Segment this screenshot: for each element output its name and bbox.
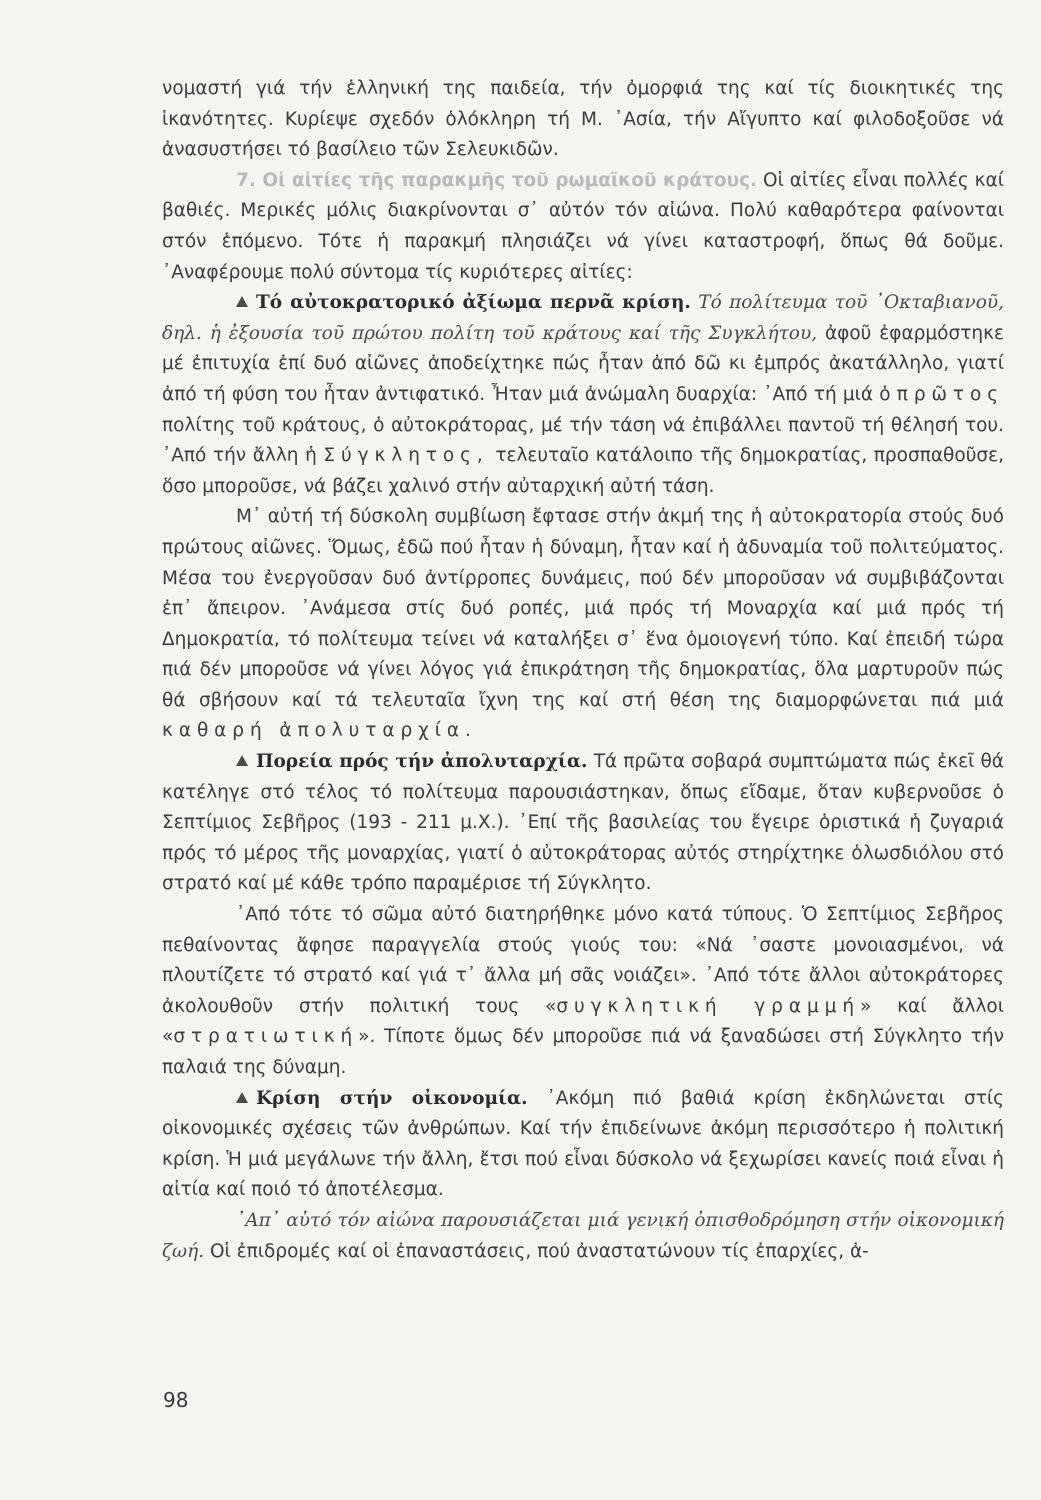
triangle-bullet-icon [236, 755, 248, 766]
economy-paragraph: Κρίση στήν οἰκονομία. ᾿Ακόμη πιό βαθιά κρίση ἐκδηλώνεται στίς οἰκονομικές σχέσεις τῶν ἀνθρώπων. Καί τήν ἐπιδείνωνε ἀκόμη περισσότερο ἡ πολιτική κρίση. Ἡ μιά μεγάλωνε τήν ἄλλη, ἔτσι πού εἶναι δύσκολο νά ξεχωρίσει κανείς ποιά εἶναι ἡ αἰτία καί ποιό τό ἀποτέλεσμα. [162, 1087, 1004, 1201]
spaced-word-protos: πρῶτος [896, 383, 1004, 405]
senate-paragraph: ᾿Από τότε τό σῶμα αὐτό διατηρήθηκε μόνο κατά τύπους. Ὁ Σεπτίμιος Σεβῆρος πεθαίνοντας ἄφησε παραγγελία στούς γιούς του: «Νά ᾿σαστε μονοιασμένοι, νά πλουτίζετε τό στρατό καί γιά τ᾿ ἄλλα μή σᾶς νοιάζει». ᾿Από τότε ἄλλοι αὐτοκράτορες ἀκολουθοῦν στήν πολιτική τους «συγκλητική γραμμή» καί ἄλλοι «στρατιωτική». Τίποτε ὅμως δέν μποροῦσε πιά νά ξαναδώσει στή Σύγκλητο τήν παλαιά της δύναμη. [162, 904, 1004, 1078]
triangle-bullet-icon [236, 296, 248, 307]
page-number: 98 [163, 1388, 189, 1412]
intro-paragraph: νομαστή γιά τήν ἑλληνική της παιδεία, τήν ὀμορφιά της καί τίς διοικητικές της ἱκανότητες. Κυρίεψε σχεδόν ὁλόκληρη τή Μ. ᾿Ασία, τήν Αἴγυπτο καί φιλοδοξοῦσε νά ἀνασυστήσει τό βασίλειο τῶν Σελευκιδῶν. [162, 78, 1004, 161]
section-7-heading: 7. Οἱ αἰτίες τῆς παρακμῆς τοῦ ρωμαϊκοῦ κράτους. [236, 169, 758, 191]
regression-paragraph: ᾿Απ᾿ αὐτό τόν αἰώνα παρουσιάζεται μιά γενική ὀπισθοδρόμηση στήν οἰκονομική ζωή. Οἱ ἐπιδρομές καί οἱ ἐπαναστάσεις, πού ἀναστατώνουν τίς ἐπαρχίες, ἀ- [162, 1209, 1004, 1262]
spaced-phrase-senate-line: συγκλητική γραμμή [556, 995, 860, 1017]
coexistence-paragraph: Μ᾿ αὐτή τή δύσκολη συμβίωση ἔφτασε στήν ἀκμή της ἡ αὐτοκρατορία στούς δυό πρώτους αἰῶνες. Ὅμως, ἐδῶ πού ἦταν ἡ δύναμη, ἦταν καί ἡ ἀδυναμία τοῦ πολιτεύματος. Μέσα του ἐνεργοῦσαν δυό ἀντίρροπες δυνάμεις, πού δέν μποροῦσαν νά συμβιβάζονται ἐπ᾿ ἄπειρον. ᾿Ανάμεσα στίς δυό ροπές, μιά πρός τή Μοναρχία καί μιά πρός τή Δημοκρατία, τό πολίτευμα τείνει νά καταλήξει σ᾿ ἕνα ὁμοιογενή τύπο. Καί ἐπειδή τώρα πιά δέν μποροῦσε νά γίνει λόγος γιά ἐπικράτηση τῆς δημοκρατίας, ὅλα μαρτυροῦν πώς θά σβήσουν καί τά τελευταῖα ἴχνη της καί στή θέση της διαμορφώνεται πιά μιά καθαρή ἀπολυταρχία. [162, 506, 1004, 742]
body-text [162, 74, 1004, 1267]
imperial-office-italic: Τό πολίτευμα τοῦ ᾿Οκταβιανοῦ, δηλ. ἡ ἐξουσία τοῦ πρώτου πολίτη τοῦ κράτους καί τῆς Συγκλήτου, [162, 292, 1004, 344]
imperial-office-paragraph: Τό αὐτοκρατορικό ἀξίωμα περνᾶ κρίση. Τό πολίτευμα τοῦ ᾿Οκταβιανοῦ, δηλ. ἡ ἐξουσία τοῦ πρώτου πολίτη τοῦ κράτους καί τῆς Συγκλήτου, ἀφοῦ ἐφαρμόστηκε μέ ἐπιτυχία ἐπί δυό αἰῶνες ἀποδείχτηκε πώς ἦταν ἀπό δῶ κι ἐμπρός ἀκατάλληλο, γιατί ἀπό τή φύση του ἦταν ἀντιφατικό. Ἦταν μιά ἀνώμαλη δυαρχία: ᾿Από τή μιά ὁ πρῶτος πολίτης τοῦ κράτους, ὁ αὐτοκράτορας, μέ τήν τάση νά ἐπιβάλλει παντοῦ τή θέλησή του. ᾿Από τήν ἄλλη ἡ Σύγκλητος, τελευταῖο κατάλοιπο τῆς δημοκρατίας, προσπαθοῦσε, ὅσο μποροῦσε, νά βάζει χαλινό στήν αὐταρχική αὐτή τάση. [162, 292, 1004, 497]
regression-italic: ᾿Απ᾿ αὐτό τόν αἰώνα παρουσιάζεται μιά γενική ὀπισθοδρόμηση στήν οἰκονομική ζωή. [162, 1209, 1004, 1262]
spaced-phrase-absolutism: καθαρή ἀπολυταρχία. [162, 720, 477, 742]
triangle-bullet-icon [236, 1092, 248, 1103]
path-absolutism-paragraph: Πορεία πρός τήν ἀπολυταρχία. Τά πρῶτα σοβαρά συμπτώματα πώς ἐκεῖ θά κατέληγε στό τέλος τό πολίτευμα παρουσιάστηκαν, ὅπως εἴδαμε, ὅταν κυβερνοῦσε ὁ Σεπτίμιος Σεβῆρος (193 - 211 μ.Χ.). ᾿Επί τῆς βασιλείας του ἔγειρε ὁριστικά ἡ ζυγαριά πρός τό μέρος τῆς μοναρχίας, γιατί ὁ αὐτοκράτορας αὐτός στηρίχτηκε ὁλωσδιόλου στό στρατό καί μέ κάθε τρόπο παραμέρισε τή Σύγκλητο. [162, 751, 1004, 895]
economy-heading: Κρίση στήν οἰκονομία. [256, 1087, 528, 1109]
spaced-word-synklitos: Σύγκλητος, [323, 445, 489, 467]
spaced-word-military: στρατιωτική [173, 1026, 359, 1048]
imperial-office-heading: Τό αὐτοκρατορικό ἀξίωμα περνᾶ κρίση. [256, 292, 691, 314]
section-7-paragraph: 7. Οἱ αἰτίες τῆς παρακμῆς τοῦ ρωμαϊκοῦ κράτους. Οἱ αἰτίες εἶναι πολλές καί βαθιές. Μερικές μόλις διακρίνονται σ᾿ αὐτόν τόν αἰώνα. Πολύ καθαρότερα φαίνονται στόν ἑπόμενο. Τότε ἡ παρακμή πλησιάζει νά γίνει καταστροφή, ὅπως θά δοῦμε. ᾿Αναφέρουμε πολύ σύντομα τίς κυριότερες αἰτίες: [162, 169, 1004, 283]
path-absolutism-heading: Πορεία πρός τήν ἀπολυταρχία. [256, 751, 588, 773]
